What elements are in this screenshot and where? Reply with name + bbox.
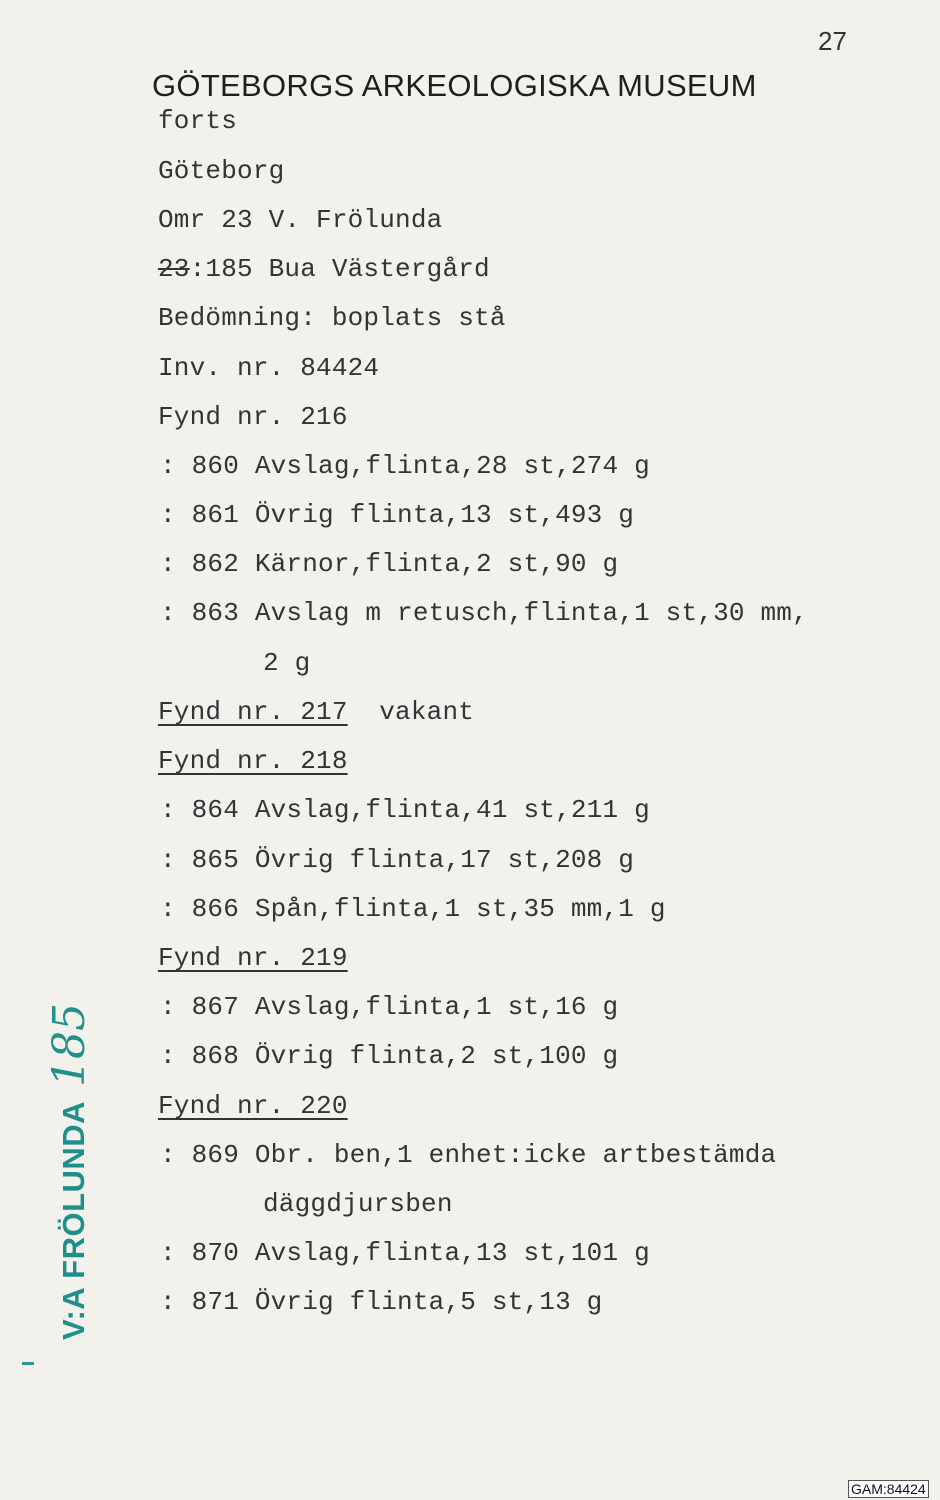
find-216-heading: Fynd nr. 216 — [158, 402, 348, 432]
find-217-heading: Fynd nr. 217 — [158, 697, 348, 727]
find-item-866: : 866 Spån,flinta,1 st,35 mm,1 g — [160, 894, 666, 924]
find-item-869: : 869 Obr. ben,1 enhet:icke artbestämda — [160, 1140, 777, 1170]
inventory-number: Inv. nr. 84424 — [158, 353, 380, 383]
stamp-printed-text: V:A FRÖLUNDA — [56, 1100, 91, 1340]
find-item-870: : 870 Avslag,flinta,13 st,101 g — [160, 1238, 650, 1268]
find-item-863-cont: 2 g — [263, 648, 311, 678]
find-item-871: : 871 Övrig flinta,5 st,13 g — [160, 1287, 603, 1317]
area-line: Omr 23 V. Frölunda — [158, 205, 443, 235]
city-line: Göteborg — [158, 156, 285, 186]
find-item-861: : 861 Övrig flinta,13 st,493 g — [160, 500, 635, 530]
location-stamp — [44, 1003, 95, 1340]
museum-heading: GÖTEBORGS ARKEOLOGISKA MUSEUM — [152, 68, 757, 103]
find-item-862: : 862 Kärnor,flinta,2 st,90 g — [160, 549, 619, 579]
find-217-note: vakant — [379, 697, 475, 727]
find-item-864: : 864 Avslag,flinta,41 st,211 g — [160, 795, 650, 825]
site-name: :185 Bua Västergård — [189, 254, 490, 284]
continued-label: forts — [158, 106, 238, 136]
find-220-line — [158, 1091, 348, 1121]
find-item-868: : 868 Övrig flinta,2 st,100 g — [160, 1041, 619, 1071]
find-item-869-cont: däggdjursben — [263, 1189, 453, 1219]
find-217-line — [158, 697, 474, 727]
find-219-heading: Fynd nr. 219 — [158, 943, 348, 973]
stamp-handwritten-number: 185 — [44, 1002, 95, 1087]
find-item-860: : 860 Avslag,flinta,28 st,274 g — [160, 451, 650, 481]
site-line — [158, 254, 490, 284]
find-219-line — [158, 943, 348, 973]
find-item-867: : 867 Avslag,flinta,1 st,16 g — [160, 992, 619, 1022]
stamp-mark — [22, 1362, 34, 1365]
find-218-heading: Fynd nr. 218 — [158, 746, 348, 776]
assessment-line: Bedömning: boplats stå — [158, 303, 506, 333]
find-220-heading: Fynd nr. 220 — [158, 1091, 348, 1121]
page-number: 27 — [818, 26, 847, 56]
find-218-line — [158, 746, 348, 776]
catalog-id-label: GAM:84424 — [848, 1480, 929, 1498]
find-item-863: : 863 Avslag m retusch,flinta,1 st,30 mm, — [160, 598, 808, 628]
find-item-865: : 865 Övrig flinta,17 st,208 g — [160, 845, 635, 875]
site-prefix-struck: 23 — [158, 254, 190, 284]
